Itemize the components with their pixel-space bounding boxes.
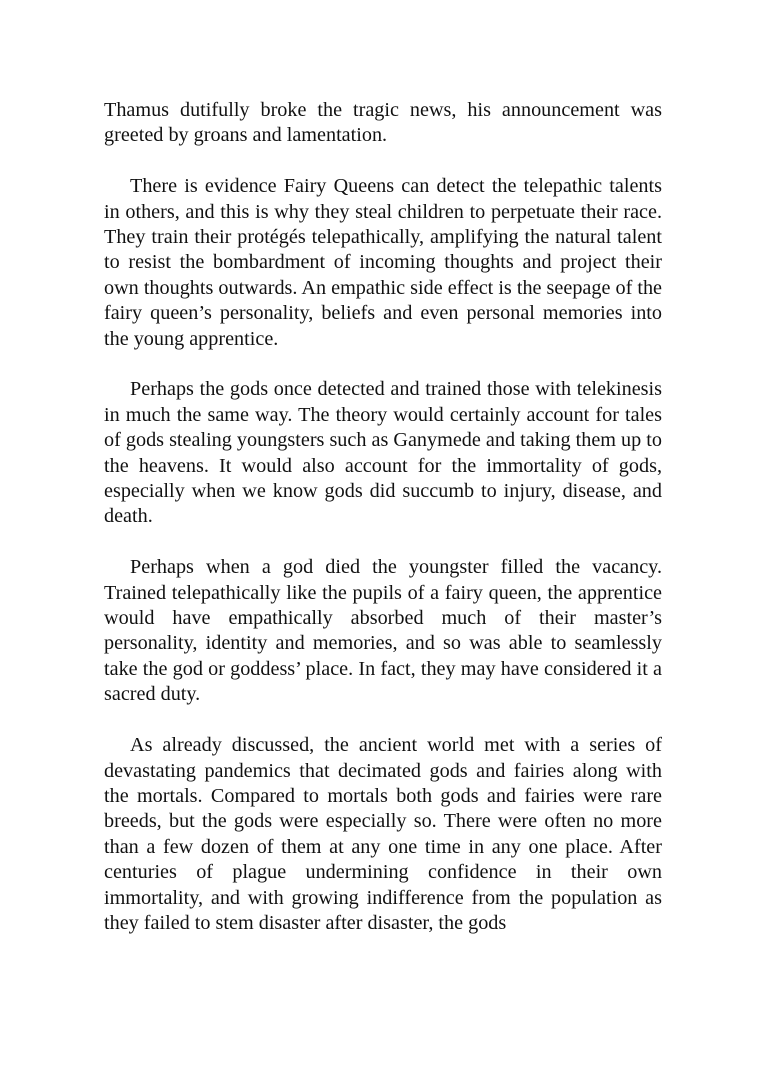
paragraph-3: Perhaps the gods once detected and trained those with telekinesis in much the same way. The theory would certainly account for tales of gods stealing youngsters such as Ganymede and taking them up to the heavens. It would also account for the immortality of gods, especially when we know gods did succumb to injury, disease, and death. [104, 378, 662, 528]
paragraph-4: Perhaps when a god died the youngster filled the vacancy. Trained telepathically like the pupils of a fairy queen, the apprentice would have empathically absorbed much of their master’s personality, identity and memories, and so was able to seamlessly take the god or goddess’ place. In fact, they may have considered it a sacred duty. [104, 556, 662, 706]
paragraph-1: Thamus dutifully broke the tragic news, his announcement was greeted by groans and lamentation. [104, 99, 662, 147]
paragraph-5: As already discussed, the ancient world met with a series of devastating pandemics that decimated gods and fairies along with the mortals. Compared to mortals both gods and fairies were rare breeds, but the gods were especially so. There were often no more than a few dozen of them at any one time in any one place. After centuries of plague undermining confidence in their own immortality, and with growing indifference from the population as they failed to stem disaster after disaster, the gods [104, 734, 662, 934]
paragraph-2: There is evidence Fairy Queens can detect the telepathic talents in others, and this is why they steal children to perpetuate their race. They train their protégés telepathically, amplifying the natural talent to resist the bombardment of incoming thoughts and project their own thoughts outwards. An empathic side effect is the seepage of the fairy queen’s personality, beliefs and even personal memories into the young apprentice. [104, 175, 663, 350]
page-body [104, 98, 662, 962]
